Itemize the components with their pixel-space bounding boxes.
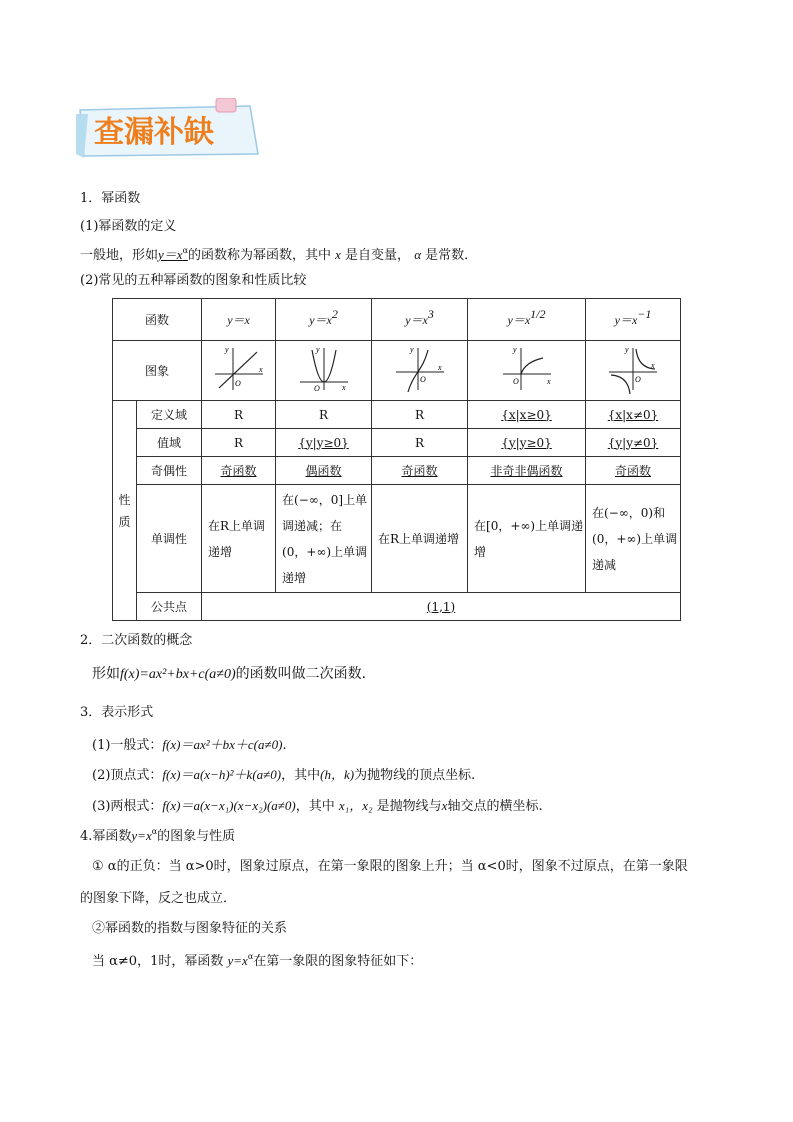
table-cell: R [202, 429, 276, 457]
table-cell: 奇函数 [372, 457, 468, 485]
table-cell: R [372, 429, 468, 457]
svg-text:y: y [625, 345, 629, 354]
paragraph-first-quadrant: 当 α≠0，1时，幂函数 $y=x^\alpha$在第一象限的图象特征如下： [92, 952, 423, 969]
svg-text:y: y [409, 345, 414, 354]
row-label: 奇偶性 [137, 457, 202, 485]
function-cell: $y=x^3$ [372, 299, 468, 341]
graph-cubic [392, 344, 448, 394]
function-cell: $y=x^{1/2}$ [468, 299, 586, 341]
power-function-definition: 一般地，形如$y=x^\alpha$的函数称为幂函数，其中 x 是自变量， α 是常数． [80, 246, 478, 263]
table-cell: {y|y≥0} [468, 429, 586, 457]
graph-linear [211, 344, 267, 394]
table-row [113, 593, 681, 621]
quadratic-definition: 形如f(x)=ax²+bx+c(a≠0)的函数叫做二次函数. [92, 666, 367, 682]
svg-text:O: O [635, 375, 641, 384]
row-label: 公共点 [137, 593, 202, 621]
banner-title: 查漏补缺 [94, 115, 214, 150]
table-cell: 在R上单调递增 [202, 485, 276, 593]
table-row [113, 401, 681, 429]
svg-text:y: y [224, 345, 229, 354]
table-cell: {y|y≥0} [276, 429, 372, 457]
table-cell: R [202, 401, 276, 429]
table-cell: 奇函数 [586, 457, 681, 485]
table-row [113, 457, 681, 485]
table-row [113, 341, 681, 401]
svg-text:O: O [313, 384, 320, 393]
svg-text:y: y [512, 345, 517, 354]
paragraph-exponent: ②幂函数的指数与图象特征的关系 [92, 921, 288, 936]
section-1-subheading-2: (2)常见的五种幂函数的图象和性质比较 [80, 273, 307, 288]
paragraph-sign-cont: 的图象下降，反之也成立． [80, 891, 237, 906]
section-3-heading: 3．表示形式 [80, 705, 154, 720]
table-cell: 在R上单调递增 [372, 485, 468, 593]
table-cell: (1,1) [202, 593, 681, 621]
graph-sqrt [499, 344, 555, 394]
table-row [113, 485, 681, 593]
function-cell: y＝x [202, 299, 276, 341]
graph-cell [202, 341, 276, 401]
root-form: (3)两根式：f(x)＝a(x−x₁)(x−x₂)(a≠0)，其中 x₁，x₂ 是抛物线与x轴交点的横坐标. [92, 798, 543, 814]
paragraph-sign: ① α的正负：当 α>0时，图象过原点，在第一象限的图象上升；当 α<0时，图象不过原点，在第一象限 [92, 859, 688, 874]
table-cell: {y|y≠0} [586, 429, 681, 457]
function-cell: $y=x^2$ [276, 299, 372, 341]
svg-text:O: O [512, 377, 519, 386]
row-label: 单调性 [137, 485, 202, 593]
svg-text:x: x [546, 377, 551, 386]
row-label: 定义域 [137, 401, 202, 429]
graph-cell [468, 341, 586, 401]
table-cell: 在(−∞，0]上单调递减；在(0，+∞)上单调递增 [276, 485, 372, 593]
table-cell: {x|x≥0} [468, 401, 586, 429]
general-form: (1)一般式：f(x)＝ax²＋bx＋c(a≠0). [92, 737, 287, 753]
table-cell: 非奇非偶函数 [468, 457, 586, 485]
graph-square [296, 344, 352, 394]
svg-text:O: O [234, 379, 241, 388]
title-banner [74, 98, 264, 160]
table-cell: 在(−∞，0)和(0，+∞)上单调递减 [586, 485, 681, 593]
section-1-subheading: (1)幂函数的定义 [80, 219, 177, 234]
section-4-heading: 4.幂函数$y=x^\alpha$的图象与性质 [80, 827, 236, 844]
table-cell: 偶函数 [276, 457, 372, 485]
section-2-heading: 2．二次函数的概念 [80, 633, 193, 648]
svg-text:x: x [437, 363, 442, 372]
graph-cell [276, 341, 372, 401]
row-header-graph: 图象 [113, 341, 202, 401]
table-cell: {x|x≠0} [586, 401, 681, 429]
graph-cell [586, 341, 681, 401]
svg-text:y: y [315, 345, 320, 354]
table-cell: R [372, 401, 468, 429]
row-label: 值域 [137, 429, 202, 457]
svg-text:x: x [341, 383, 346, 392]
svg-text:O: O [419, 375, 426, 384]
row-header-function: 函数 [113, 299, 202, 341]
graph-cell [372, 341, 468, 401]
function-cell: $y=x^{-1}$ [586, 299, 681, 341]
graph-reciprocal [605, 344, 661, 394]
table-row [113, 299, 681, 341]
power-functions-table [112, 298, 681, 621]
vertex-form: (2)顶点式：f(x)＝a(x−h)²＋k(a≠0)，其中(h，k)为抛物线的顶点坐标. [92, 767, 476, 783]
group-label-properties: 性质 [113, 401, 137, 621]
svg-text:x: x [258, 365, 263, 374]
section-1-heading: 1．幂函数 [80, 191, 141, 206]
svg-text:x: x [651, 361, 655, 370]
table-cell: 在[0，+∞)上单调递增 [468, 485, 586, 593]
table-cell: R [276, 401, 372, 429]
table-row [113, 429, 681, 457]
table-cell: 奇函数 [202, 457, 276, 485]
